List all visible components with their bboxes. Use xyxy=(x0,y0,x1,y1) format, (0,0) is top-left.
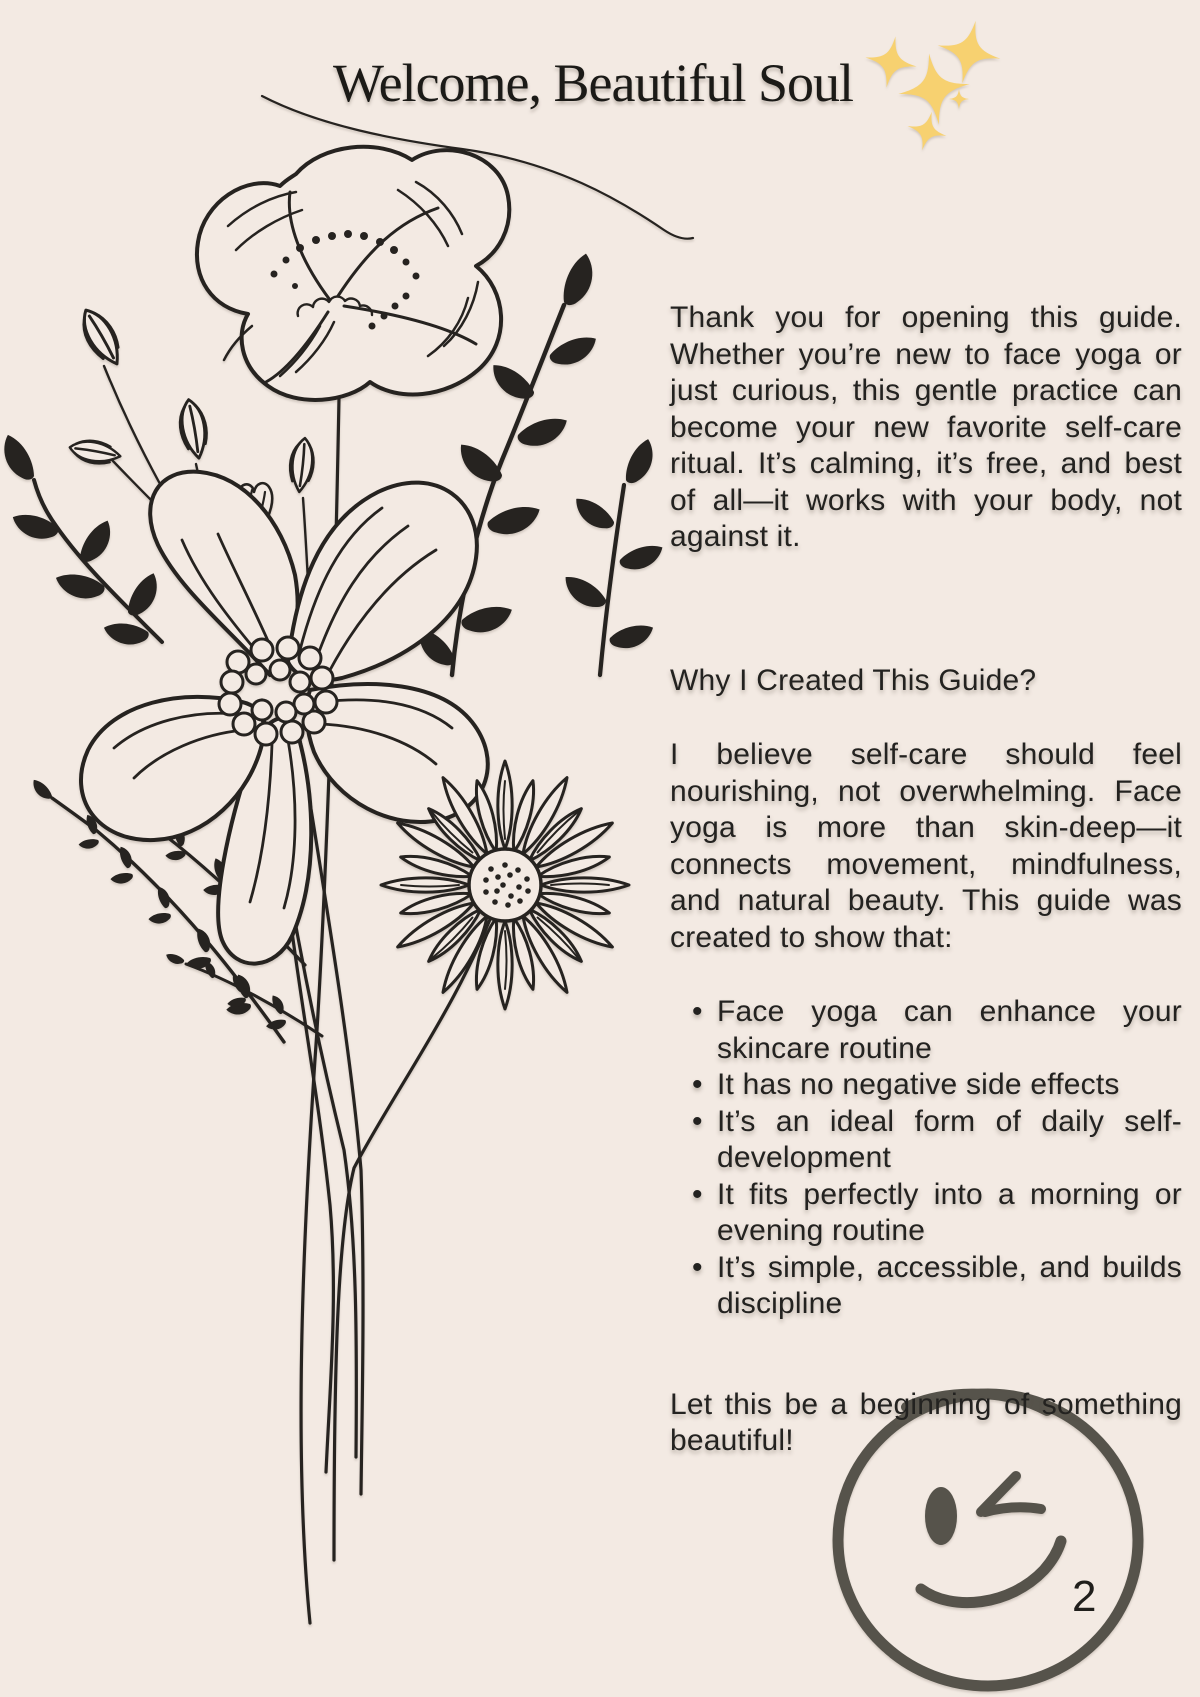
list-item: • It’s simple, accessible, and builds discipline xyxy=(670,1250,1182,1323)
page-number: 2 xyxy=(1072,1572,1097,1621)
closing-paragraph: Let this be a beginning of something beautiful! xyxy=(670,1387,1182,1457)
list-item: • It fits perfectly into a morning or evening routine xyxy=(670,1177,1182,1250)
body-paragraph: I believe self-care should feel nourishing, not overwhelming. Face yoga is more than skin-deep—it connects movement, mindfulness, and natural beauty. This guide was created to show that: xyxy=(670,738,1182,954)
smiley-left-eye xyxy=(925,1487,957,1545)
text-column xyxy=(670,300,1182,1460)
smiley-smile xyxy=(921,1541,1061,1603)
intro-paragraph: Thank you for opening this guide. Whether you’re new to face yoga or just curious, this gentle practice can become your new favorite self-care ritual. It’s calming, it’s free, and best of all—it works with your body, not against it. xyxy=(670,301,1182,553)
section-heading: Why I Created This Guide? xyxy=(670,663,1037,697)
list-item: • It’s an ideal form of daily self-development xyxy=(670,1104,1182,1177)
list-item: • It has no negative side effects xyxy=(670,1067,1182,1104)
page-title: Welcome, Beautiful Soul xyxy=(332,53,854,113)
leaf-branch xyxy=(0,431,162,652)
flower-bouquet-illustration xyxy=(0,147,666,1623)
leaf-branch xyxy=(560,436,667,675)
list-item: • Face yoga can enhance your skincare routine xyxy=(670,994,1182,1067)
bullet-list xyxy=(670,994,1182,1323)
poppy-flower xyxy=(197,147,509,400)
